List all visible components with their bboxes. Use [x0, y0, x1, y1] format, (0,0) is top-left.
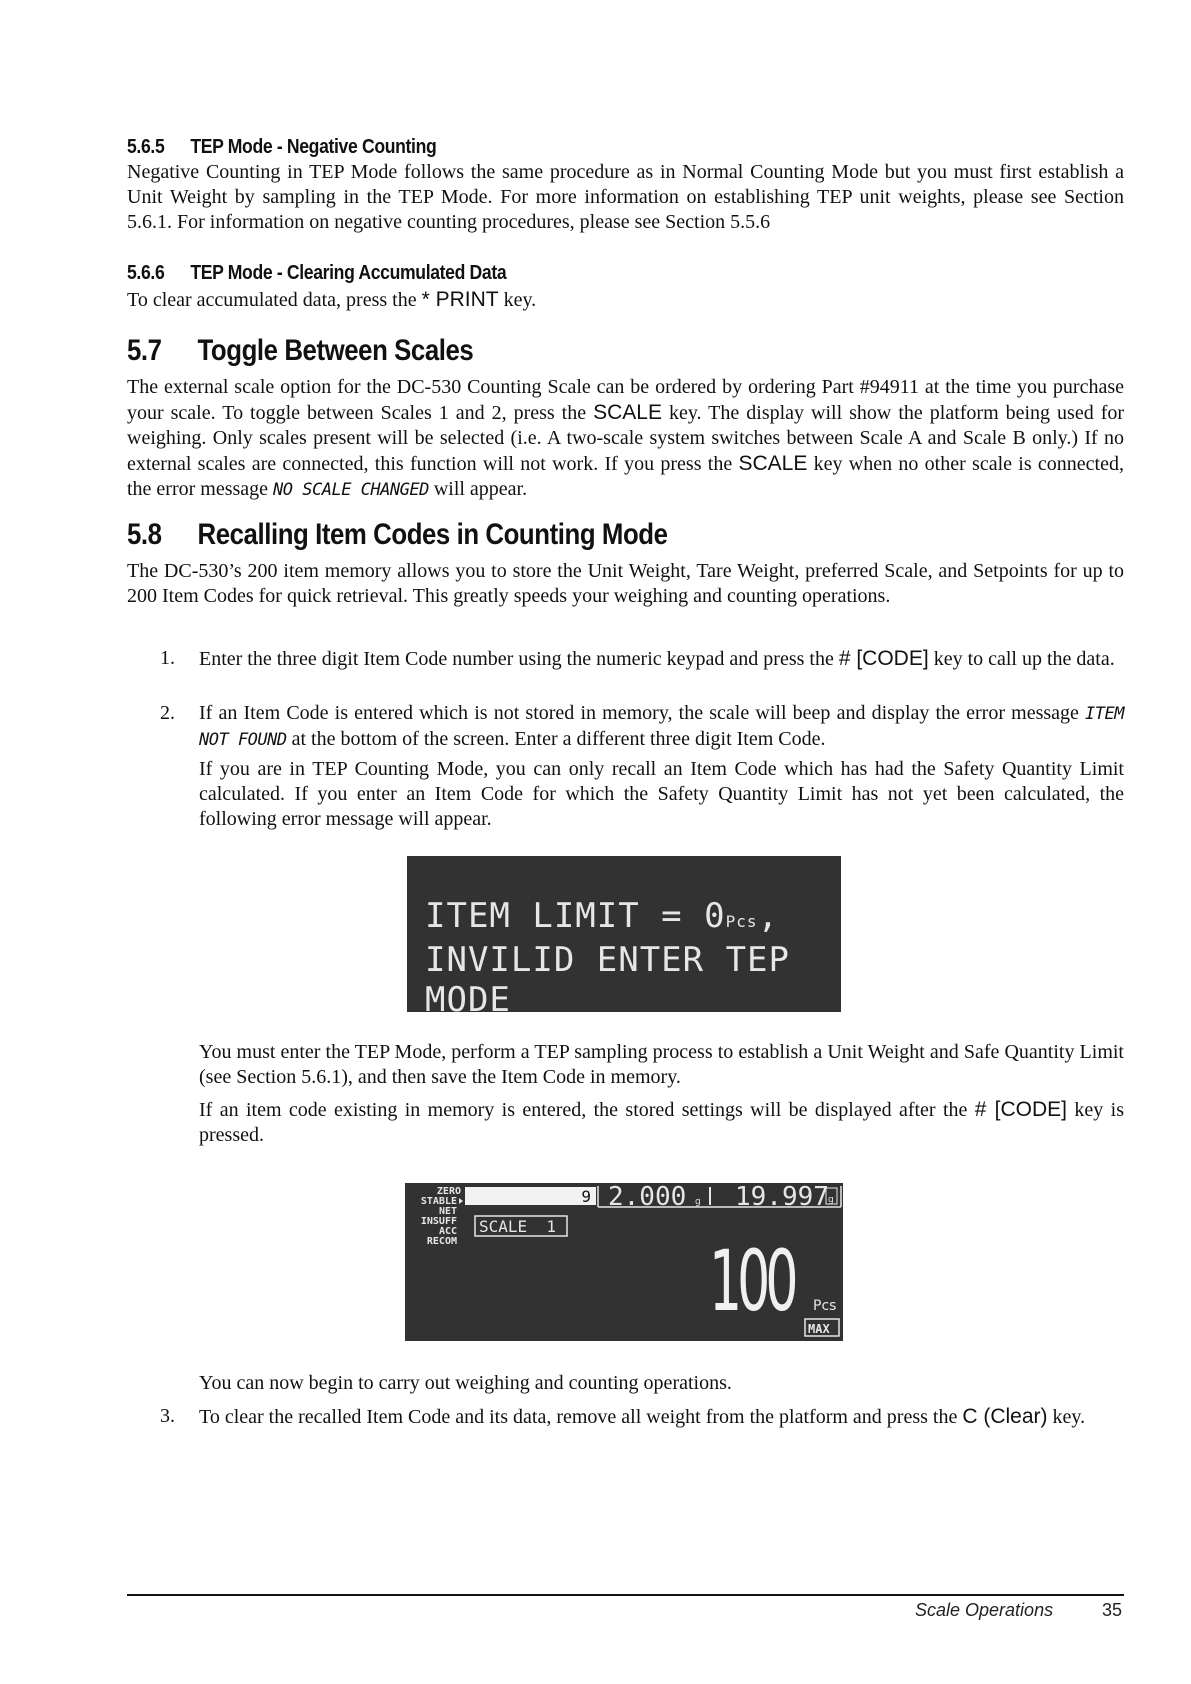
scale-key-label: SCALE	[593, 401, 662, 424]
heading-5-7	[127, 334, 473, 368]
unit-weight-suffix: g	[695, 1197, 701, 1207]
stable-arrow-icon	[459, 1198, 463, 1204]
unit-weight-value: 2.000	[608, 1183, 687, 1212]
annunciator: INSUFF	[420, 1216, 457, 1227]
clear-key-label: C (Clear)	[962, 1405, 1048, 1428]
text: Enter the three digit Item Code number using the numeric keypad and press the	[199, 648, 839, 670]
text: key is pressed.	[199, 1099, 1124, 1146]
page-number: 35	[1102, 1600, 1123, 1620]
text: ,	[757, 896, 779, 936]
paragraph-toggle-scales	[127, 375, 1124, 503]
paragraph-item-memory: The DC-530’s 200 item memory allows you to store the Unit Weight, Tare Weight, preferred Scale, and Setpoints for up to 200 Item Codes for quick retrieval. This greatly speeds your weighing and counting operations.	[127, 560, 1124, 607]
annunciator: STABLE	[420, 1196, 457, 1207]
scale-key-label: SCALE	[738, 452, 808, 475]
code-key-label: # [CODE]	[974, 1098, 1068, 1121]
paragraph-negative-counting: Negative Counting in TEP Mode follows the same procedure as in Normal Counting Mode but you must first establish a Unit Weight by sampling in the TEP Mode. For more information on establishing TEP unit weights, please see Section 5.6.1. For information on negative counting procedures, please see Section 5.5.6	[127, 161, 1124, 233]
list-number: 2.	[160, 702, 175, 724]
paragraph-tep-counting: If you are in TEP Counting Mode, you can only recall an Item Code which has had the Safety Quantity Limit calculated. If you enter an Item Code for which the Safety Quantity Limit has not yet been calculated, the following error message will appear.	[199, 758, 1124, 830]
text: The external scale option for the DC-530 Counting Scale can be ordered by ordering Part #94911 at the time you purchase your scale. To toggle between Scales 1 and 2, press the	[127, 376, 1124, 424]
max-indicator: MAX	[808, 1322, 830, 1336]
footer-section-title: Scale Operations	[915, 1600, 1054, 1620]
text: To clear the recalled Item Code and its data, remove all weight from the platform and press the	[199, 1406, 963, 1428]
heading-title: Toggle Between Scales	[197, 334, 474, 367]
list-number: 1.	[160, 647, 175, 669]
heading-number: 5.6.6	[127, 262, 165, 284]
heading-number: 5.6.5	[127, 136, 165, 158]
text: key.	[1047, 1406, 1086, 1428]
text: To clear accumulated data, press the	[127, 289, 422, 311]
text: key when no other scale is connected, the error message	[127, 453, 1124, 500]
annunciator: RECOM	[426, 1236, 457, 1247]
text: key.	[498, 289, 537, 311]
paragraph-clear-accumulated	[127, 287, 1124, 313]
lcd-scale-graphic	[405, 1183, 843, 1341]
annunciator: ACC	[438, 1226, 457, 1237]
error-message-no-scale-changed: NO SCALE CHANGED	[273, 480, 429, 500]
paragraph-must-enter-tep: You must enter the TEP Mode, perform a TEP sampling process to establish a Unit Weight and Safe Quantity Limit (see Section 5.6.1), and then save the Item Code in memory.	[199, 1041, 1124, 1088]
total-weight-suffix: g	[828, 1195, 834, 1205]
paragraph-existing-code	[199, 1097, 1124, 1148]
scale-label: SCALE 1	[479, 1217, 557, 1236]
lcd-error-display	[407, 856, 841, 1020]
text: If an item code existing in memory is entered, the stored settings will be displayed after the	[199, 1099, 975, 1121]
list-item-not-stored	[199, 701, 1124, 753]
footer-rule	[127, 1594, 1124, 1596]
code-value: 9	[581, 1187, 591, 1206]
text: key. The display will show the platform being used for weighing. Only scales present will be selected (i.e. A two-scale system switches between Scale A and Scale B only.) If no external scales are connected, this function will not work. If you press the	[127, 402, 1125, 475]
paragraph-begin-operations: You can now begin to carry out weighing and counting operations.	[199, 1372, 732, 1394]
total-weight-value: 19.997	[735, 1183, 829, 1212]
annunciator: ZERO	[436, 1186, 461, 1197]
unit: Pcs	[725, 912, 758, 931]
code-key-label: # [CODE]	[838, 647, 929, 670]
lcd-line-2: INVILID ENTER TEP MODE	[425, 940, 790, 1020]
print-key-label: * PRINT	[421, 288, 499, 311]
list-item-clear-code	[199, 1404, 1124, 1430]
annunciator: NET	[438, 1206, 457, 1217]
heading-5-6-6	[127, 262, 506, 285]
heading-5-6-5	[127, 136, 436, 159]
list-item-enter-code	[199, 646, 1124, 672]
count-unit: Pcs	[813, 1298, 837, 1314]
heading-5-8	[127, 518, 668, 552]
heading-title: TEP Mode - Negative Counting	[190, 136, 437, 158]
lcd-line-1	[425, 896, 779, 936]
error-message-item-not-found: ITEM NOT FOUND	[199, 704, 1124, 750]
heading-title: Recalling Item Codes in Counting Mode	[197, 518, 668, 551]
text: at the bottom of the screen. Enter a different three digit Item Code.	[286, 728, 826, 750]
text: ITEM LIMIT = 0	[425, 896, 726, 936]
code-field	[465, 1187, 596, 1205]
heading-title: TEP Mode - Clearing Accumulated Data	[190, 262, 507, 284]
text: will appear.	[428, 478, 528, 500]
list-number: 3.	[160, 1405, 175, 1427]
lcd-scale-display	[405, 1183, 843, 1341]
heading-number: 5.8	[127, 518, 162, 551]
text: If an Item Code is entered which is not stored in memory, the scale will beep and display the error message	[199, 702, 1086, 724]
count-value: 100	[709, 1233, 794, 1331]
text: key to call up the data.	[928, 648, 1115, 670]
heading-number: 5.7	[127, 334, 162, 367]
